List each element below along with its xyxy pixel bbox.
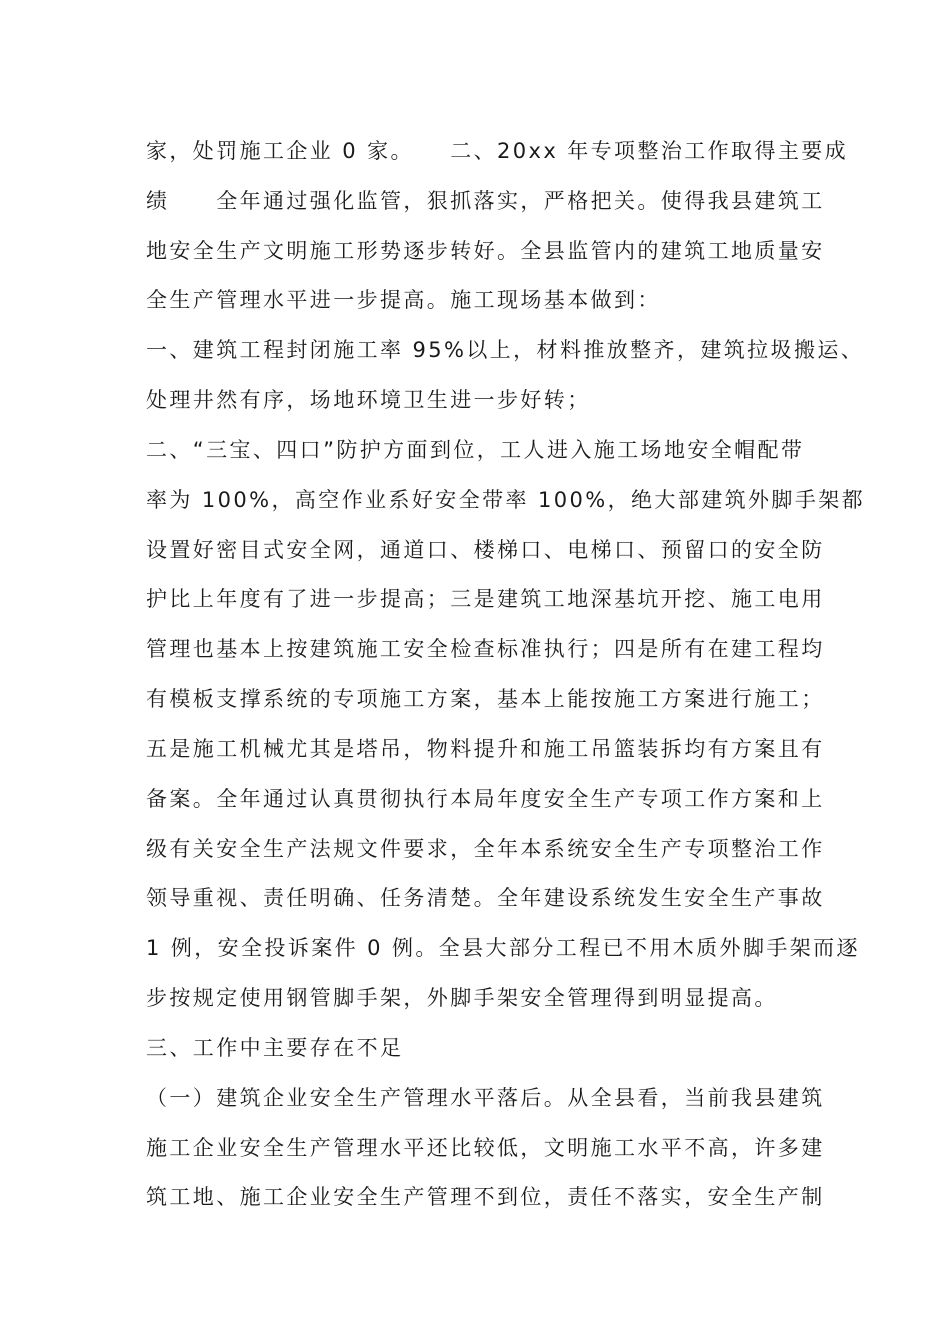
text-line: 备案。全年通过认真贯彻执行本局年度安全生产专项工作方案和上 (146, 787, 825, 811)
text-line: 二、“三宝、四口”防护方面到位，工人进入施工场地安全帽配带 (146, 438, 805, 462)
text-line: （一）建筑企业安全生产管理水平落后。从全县看，当前我县建筑 (146, 1086, 825, 1110)
text-line: 1 例，安全投诉案件 0 例。全县大部分工程已不用木质外脚手架而逐 (146, 936, 860, 960)
text-line: 率为 100%，高空作业系好安全带率 100%，绝大部建筑外脚手架都 (146, 488, 866, 512)
text-line: 护比上年度有了进一步提高；三是建筑工地深基坑开挖、施工电用 (146, 587, 825, 611)
text-line: 一、建筑工程封闭施工率 95%以上，材料推放整齐，建筑拉圾搬运、 (146, 338, 865, 362)
section-heading: 三、工作中主要存在不足 (146, 1036, 404, 1060)
text-line: 绩 全年通过强化监管，狠抓落实，严格把关。使得我县建筑工 (146, 189, 825, 213)
text-line: 步按规定使用钢管脚手架，外脚手架安全管理得到明显提高。 (146, 986, 778, 1010)
text-line: 领导重视、责任明确、任务清楚。全年建设系统发生安全生产事故 (146, 886, 825, 910)
text-line: 全生产管理水平进一步提高。施工现场基本做到： (146, 288, 661, 312)
text-line: 施工企业安全生产管理水平还比较低，文明施工水平不高，许多建 (146, 1136, 825, 1160)
text-line: 级有关安全生产法规文件要求，全年本系统安全生产专项整治工作 (146, 837, 825, 861)
text-line: 处理井然有序，场地环境卫生进一步好转； (146, 388, 591, 412)
text-line: 管理也基本上按建筑施工安全检查标准执行；四是所有在建工程均 (146, 637, 825, 661)
text-line: 地安全生产文明施工形势逐步转好。全县监管内的建筑工地质量安 (146, 239, 825, 263)
text-line: 设置好密目式安全网，通道口、楼梯口、电梯口、预留口的安全防 (146, 538, 825, 562)
text-line: 家，处罚施工企业 0 家。 二、20xx 年专项整治工作取得主要成 (146, 139, 849, 163)
text-line: 筑工地、施工企业安全生产管理不到位，责任不落实，安全生产制 (146, 1185, 825, 1209)
text-line: 有模板支撑系统的专项施工方案，基本上能按施工方案进行施工； (146, 687, 825, 711)
text-line: 五是施工机械尤其是塔吊，物料提升和施工吊篮装拆均有方案且有 (146, 737, 825, 761)
